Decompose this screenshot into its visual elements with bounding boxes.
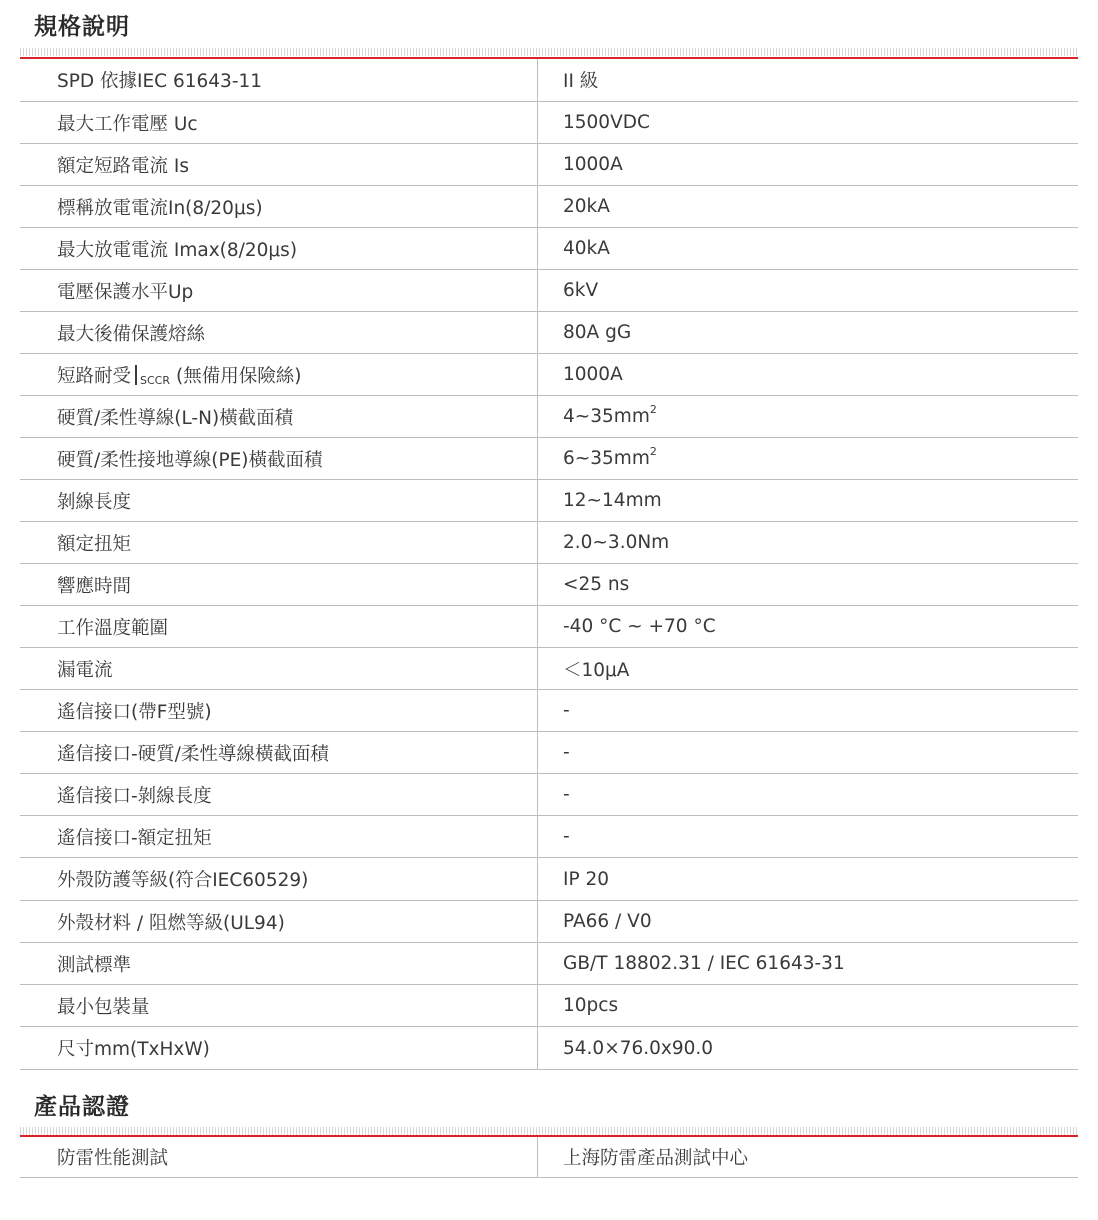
table-row (20, 312, 1078, 354)
table-row (20, 648, 1078, 690)
row-label: SPD 依據IEC 61643-11 (20, 59, 538, 101)
certs-title: 產品認證 (34, 1094, 130, 1120)
row-label: 標稱放電電流In(8/20μs) (20, 186, 538, 227)
row-label: 最大後備保護熔絲 (20, 312, 538, 353)
table-row (20, 943, 1078, 985)
row-label: 工作溫度範圍 (20, 606, 538, 647)
row-value-superscript: 2 (649, 445, 657, 458)
row-label: 尺寸mm(TxHxW) (20, 1027, 538, 1069)
row-value: -40 °C ~ +70 °C (563, 616, 716, 637)
row-value: <25 ns (563, 574, 630, 595)
row-label: 測試標準 (20, 943, 538, 984)
row-value: 54.0×76.0x90.0 (563, 1037, 714, 1059)
row-value: IP 20 (563, 868, 610, 890)
row-value: - (563, 700, 570, 721)
row-label: 電壓保護水平Up (20, 270, 538, 311)
row-label: 額定短路電流 Is (20, 144, 538, 185)
row-label: 最大放電電流 Imax(8/20μs) (20, 228, 538, 269)
table-row (20, 186, 1078, 228)
table-row (20, 606, 1078, 648)
row-value-text: 4~35mm (563, 406, 650, 427)
table-row (20, 354, 1078, 396)
row-label-prefix: 短路耐受 (57, 365, 132, 387)
row-value: 12~14mm (563, 490, 662, 511)
table-row (20, 270, 1078, 312)
row-value: 2.0~3.0Nm (563, 532, 670, 553)
table-row (20, 985, 1078, 1027)
table-row (20, 858, 1078, 901)
row-label: 響應時間 (20, 564, 538, 605)
row-value-with-sup (538, 396, 1078, 437)
row-value: 1000A (563, 364, 623, 385)
table-row (20, 816, 1078, 858)
row-label: 剝線長度 (20, 480, 538, 521)
table-row (20, 774, 1078, 816)
row-label: 防雷性能測試 (20, 1137, 538, 1177)
row-value: PA66 / V0 (563, 911, 652, 932)
row-value: 40kA (563, 238, 610, 259)
table-row (20, 59, 1078, 102)
row-label: 硬質/柔性導線(L-N)橫截面積 (20, 396, 538, 437)
row-label: 額定扭矩 (20, 522, 538, 563)
row-value: - (563, 784, 570, 805)
row-value: 上海防雷產品測試中心 (563, 1148, 749, 1169)
specs-table (20, 59, 1078, 1070)
table-row (20, 144, 1078, 186)
row-value-text: 6~35mm (563, 448, 650, 469)
table-row (20, 901, 1078, 943)
row-value: - (563, 826, 570, 847)
table-row (20, 564, 1078, 606)
table-row (20, 1137, 1078, 1178)
row-label: 遙信接口-額定扭矩 (20, 816, 538, 857)
row-label-sccr (20, 354, 538, 395)
row-label: 硬質/柔性接地導線(PE)橫截面積 (20, 438, 538, 479)
row-value-with-sup (538, 438, 1078, 479)
table-row (20, 480, 1078, 522)
table-row (20, 690, 1078, 732)
row-value: 20kA (563, 196, 610, 217)
table-row (20, 102, 1078, 144)
table-row (20, 1027, 1078, 1070)
row-label: 遙信接口-剝線長度 (20, 774, 538, 815)
certs-hatch-divider (20, 1127, 1078, 1135)
row-value: - (563, 742, 570, 763)
row-value: 6kV (563, 280, 599, 301)
specs-hatch-divider (20, 48, 1078, 56)
row-label: 最大工作電壓 Uc (20, 102, 538, 143)
row-value: 1500VDC (563, 112, 650, 133)
current-symbol-bar (135, 365, 137, 385)
table-row (20, 522, 1078, 564)
specs-title: 規格說明 (34, 14, 130, 40)
row-label: 外殼防護等級(符合IEC60529) (20, 858, 538, 900)
certs-table (20, 1137, 1078, 1178)
row-label-subscript: SCCR (140, 374, 171, 387)
table-row (20, 732, 1078, 774)
row-value: II 級 (563, 71, 599, 92)
row-value: 80A gG (563, 322, 632, 343)
row-label: 遙信接口-硬質/柔性導線橫截面積 (20, 732, 538, 773)
table-row (20, 228, 1078, 270)
row-label-suffix: (無備用保險絲) (176, 365, 302, 387)
table-row (20, 438, 1078, 480)
row-value: GB/T 18802.31 / IEC 61643-31 (563, 953, 845, 974)
row-label: 遙信接口(帶F型號) (20, 690, 538, 731)
table-row (20, 396, 1078, 438)
row-value: ＜10μA (563, 659, 630, 681)
row-value: 10pcs (563, 995, 619, 1016)
row-label: 漏電流 (20, 648, 538, 689)
row-value: 1000A (563, 154, 623, 175)
row-label: 外殼材料 / 阻燃等級(UL94) (20, 901, 538, 942)
row-label: 最小包裝量 (20, 985, 538, 1026)
row-value-superscript: 2 (649, 403, 657, 416)
